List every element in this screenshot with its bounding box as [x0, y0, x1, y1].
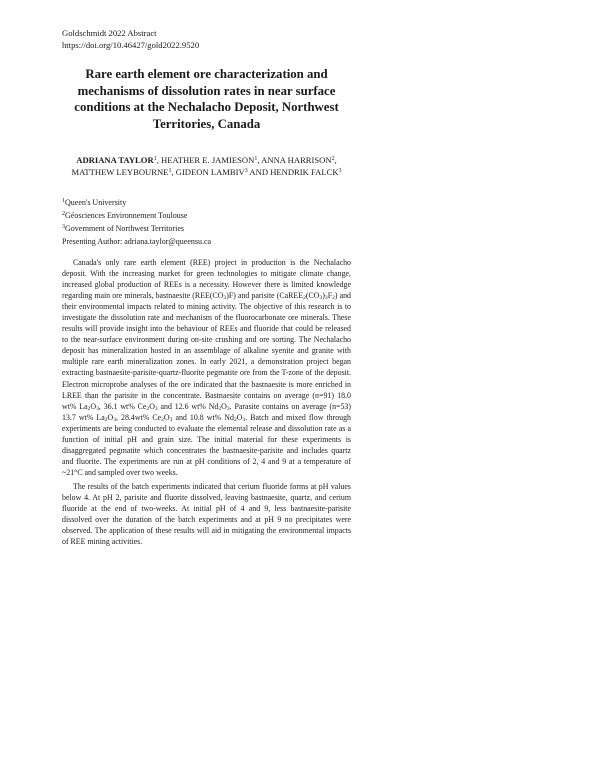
author: ANNA HARRISON [261, 155, 332, 165]
journal-header [62, 27, 199, 51]
author: HEATHER E. JAMIESON [160, 155, 255, 165]
affiliation: $^2$Géosciences Environnement Toulouse [62, 210, 188, 220]
author: MATTHEW LEYBOURNE [71, 167, 169, 178]
affiliation: $^3$Government of Northwest Territories [62, 223, 185, 233]
abstract-body [62, 257, 351, 550]
presenting-author: Presenting Author: adriana.taylor@queensu.ca [62, 236, 212, 246]
abstract-paragraph-1: Canada's only rare earth element (REE) project in production is the Nechalacho deposit. With the increasing market for green technologies to mitigate climate change, increased global production of REEs is a necessity. However there is limited knowledge regarding main ore minerals, bastnaesite $(REE(CO_3)F)$ and parisite $(CaREE_2(CO_3)_3F_2)$ and their environmental impacts related to mining activity. The objective of this research is to investigate the dissolution rate and mechanism of the fluorocarbonate ore minerals. These results will provide insight into the behaviour of REEs and fluoride that could be released to the near-surface environment during on-site crushing and ore sorting. The Nechalacho deposit has mineralization hosted in an assemblage of alkaline syenite and granite with multiple rare earth mineralization zones. In early 2021, a demonstration project began extracting bastnaesite-parisite-quartz-fluorite pegmatite ore from the T-zone of the deposit. Electron microprobe analyses of the ore indicated that the bastnaesite is more enriched in LREE than the parisite in the concentrate. Bastnaesite contains on average (n=91) 18.0 wt% $La_2O_3$, 36.1 wt% $Ce_2O_3$ and 12.6 wt% $Nd_2O_3$. Parasite contains on average (n=53) 13.7 wt% $La_2O_3$, 28.4wt% $Ce_2O_3$ and 10.8 wt% $Nd_2O_3$. Batch and mixed flow through experiments are being conducted to evaluate the elemental release and dissolution rate as a function of initial pH and grain size. The initial material for these experiments is disaggregated pegmatite which concentrates the bastnaesite-parisite and includes quartz and fluorite. The experiments are run at pH conditions of 2, 4 and 9 at a temperature of ~21°C and sampled over two weeks. [62, 258, 351, 477]
doi-link[interactable]: https://doi.org/10.46427/gold2022.9520 [62, 40, 200, 50]
lead-author: ADRIANA TAYLOR [76, 155, 154, 165]
journal-name: Goldschmidt 2022 Abstract [62, 28, 157, 38]
affiliations [62, 197, 211, 249]
author: HENDRIK FALCK [270, 167, 339, 178]
author-list: ADRIANA TAYLOR$^1$, HEATHER E. JAMIESON$^1$, ANNA HARRISON$^2$, MATTHEW LEYBOURNE$^1$, GIDEON LAMBIV$^3$ AND HENDRIK FALCK$^3$ [71, 155, 342, 178]
abstract-paragraph-2: The results of the batch experiments indicated that cerium fluoride forms at pH values below 4. At pH 2, parisite and fluorite dissolved, leaving bastnaesite, quartz, and cerium fluoride at the end of two-weeks. At initial pH of 4 and 9, less bastnaesite-parisite dissolved over the duration of the batch experiments and at pH 9 no precipitates were observed. The application of these results will aid in mitigating the environmental impacts of REE mining activities. [62, 481, 351, 547]
author: GIDEON LAMBIV [175, 167, 245, 178]
paper-title: Rare earth element ore characterization and mechanisms of dissolution rates in near surface conditions at the Nechalacho Deposit, Northwest Territories, Canada [74, 67, 339, 131]
affiliation: $^1$Queen's University [62, 198, 127, 207]
